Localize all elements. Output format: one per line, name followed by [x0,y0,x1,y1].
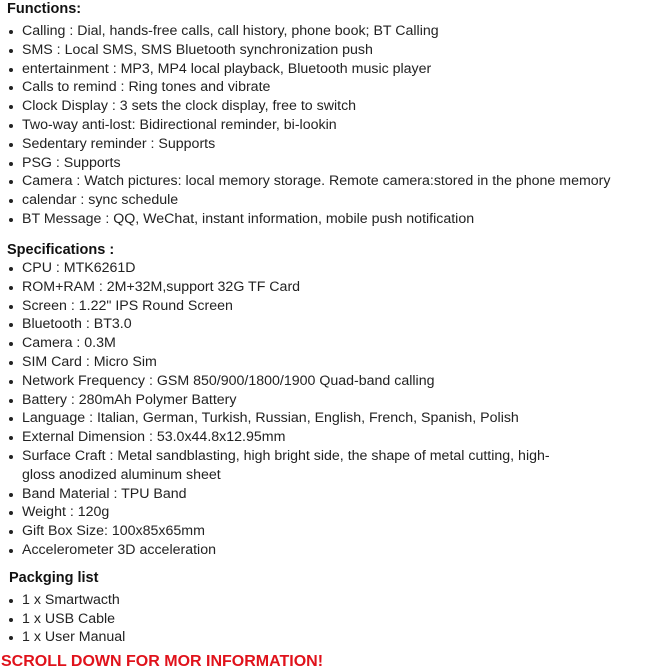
list-item: Calls to remind : Ring tones and vibrate [0,78,654,97]
list-item: calendar : sync schedule [0,191,654,210]
list-item: External Dimension : 53.0x44.8x12.95mm [0,428,654,447]
list-item: Weight : 120g [0,503,654,522]
list-item: Screen : 1.22" IPS Round Screen [0,297,654,316]
list-item: BT Message : QQ, WeChat, instant information, mobile push notification [0,210,654,229]
list-item: Sedentary reminder : Supports [0,135,654,154]
list-item: Calling : Dial, hands-free calls, call history, phone book; BT Calling [0,22,654,41]
list-item: Camera : 0.3M [0,334,654,353]
packaging-list [0,591,654,647]
list-item: Band Material : TPU Band [0,485,654,504]
list-item: 1 x USB Cable [0,610,654,629]
list-item: PSG : Supports [0,154,654,173]
functions-section [0,0,654,229]
list-item: Battery : 280mAh Polymer Battery [0,391,654,410]
packaging-heading: Packging list [9,570,99,586]
packaging-section [0,569,654,647]
list-item: Network Frequency : GSM 850/900/1800/1900 Quad-band calling [0,372,654,391]
list-item: Camera : Watch pictures: local memory storage. Remote camera:stored in the phone memory [0,172,654,191]
list-item: 1 x Smartwacth [0,591,654,610]
specifications-list [0,259,654,560]
functions-heading: Functions: [7,1,82,17]
list-item: 1 x User Manual [0,628,654,647]
specifications-heading: Specifications : [7,242,115,258]
functions-list [0,22,654,229]
scroll-notice: SCROLL DOWN FOR MOR INFORMATION! [1,653,324,670]
list-item: Two-way anti-lost: Bidirectional reminder, bi-lookin [0,116,654,135]
list-item: Accelerometer 3D acceleration [0,541,654,560]
list-item: ROM+RAM : 2M+32M,support 32G TF Card [0,278,654,297]
list-item: Language : Italian, German, Turkish, Russian, English, French, Spanish, Polish [0,409,654,428]
list-item: SIM Card : Micro Sim [0,353,654,372]
specifications-section [0,241,654,560]
list-item: CPU : MTK6261D [0,259,654,278]
list-item: Surface Craft : Metal sandblasting, high bright side, the shape of metal cutting, high-gloss anodized aluminum sheet [0,447,552,485]
list-item: Clock Display : 3 sets the clock display, free to switch [0,97,654,116]
list-item: Gift Box Size: 100x85x65mm [0,522,654,541]
list-item: Bluetooth : BT3.0 [0,315,654,334]
list-item: entertainment : MP3, MP4 local playback, Bluetooth music player [0,60,654,79]
list-item: SMS : Local SMS, SMS Bluetooth synchronization push [0,41,654,60]
